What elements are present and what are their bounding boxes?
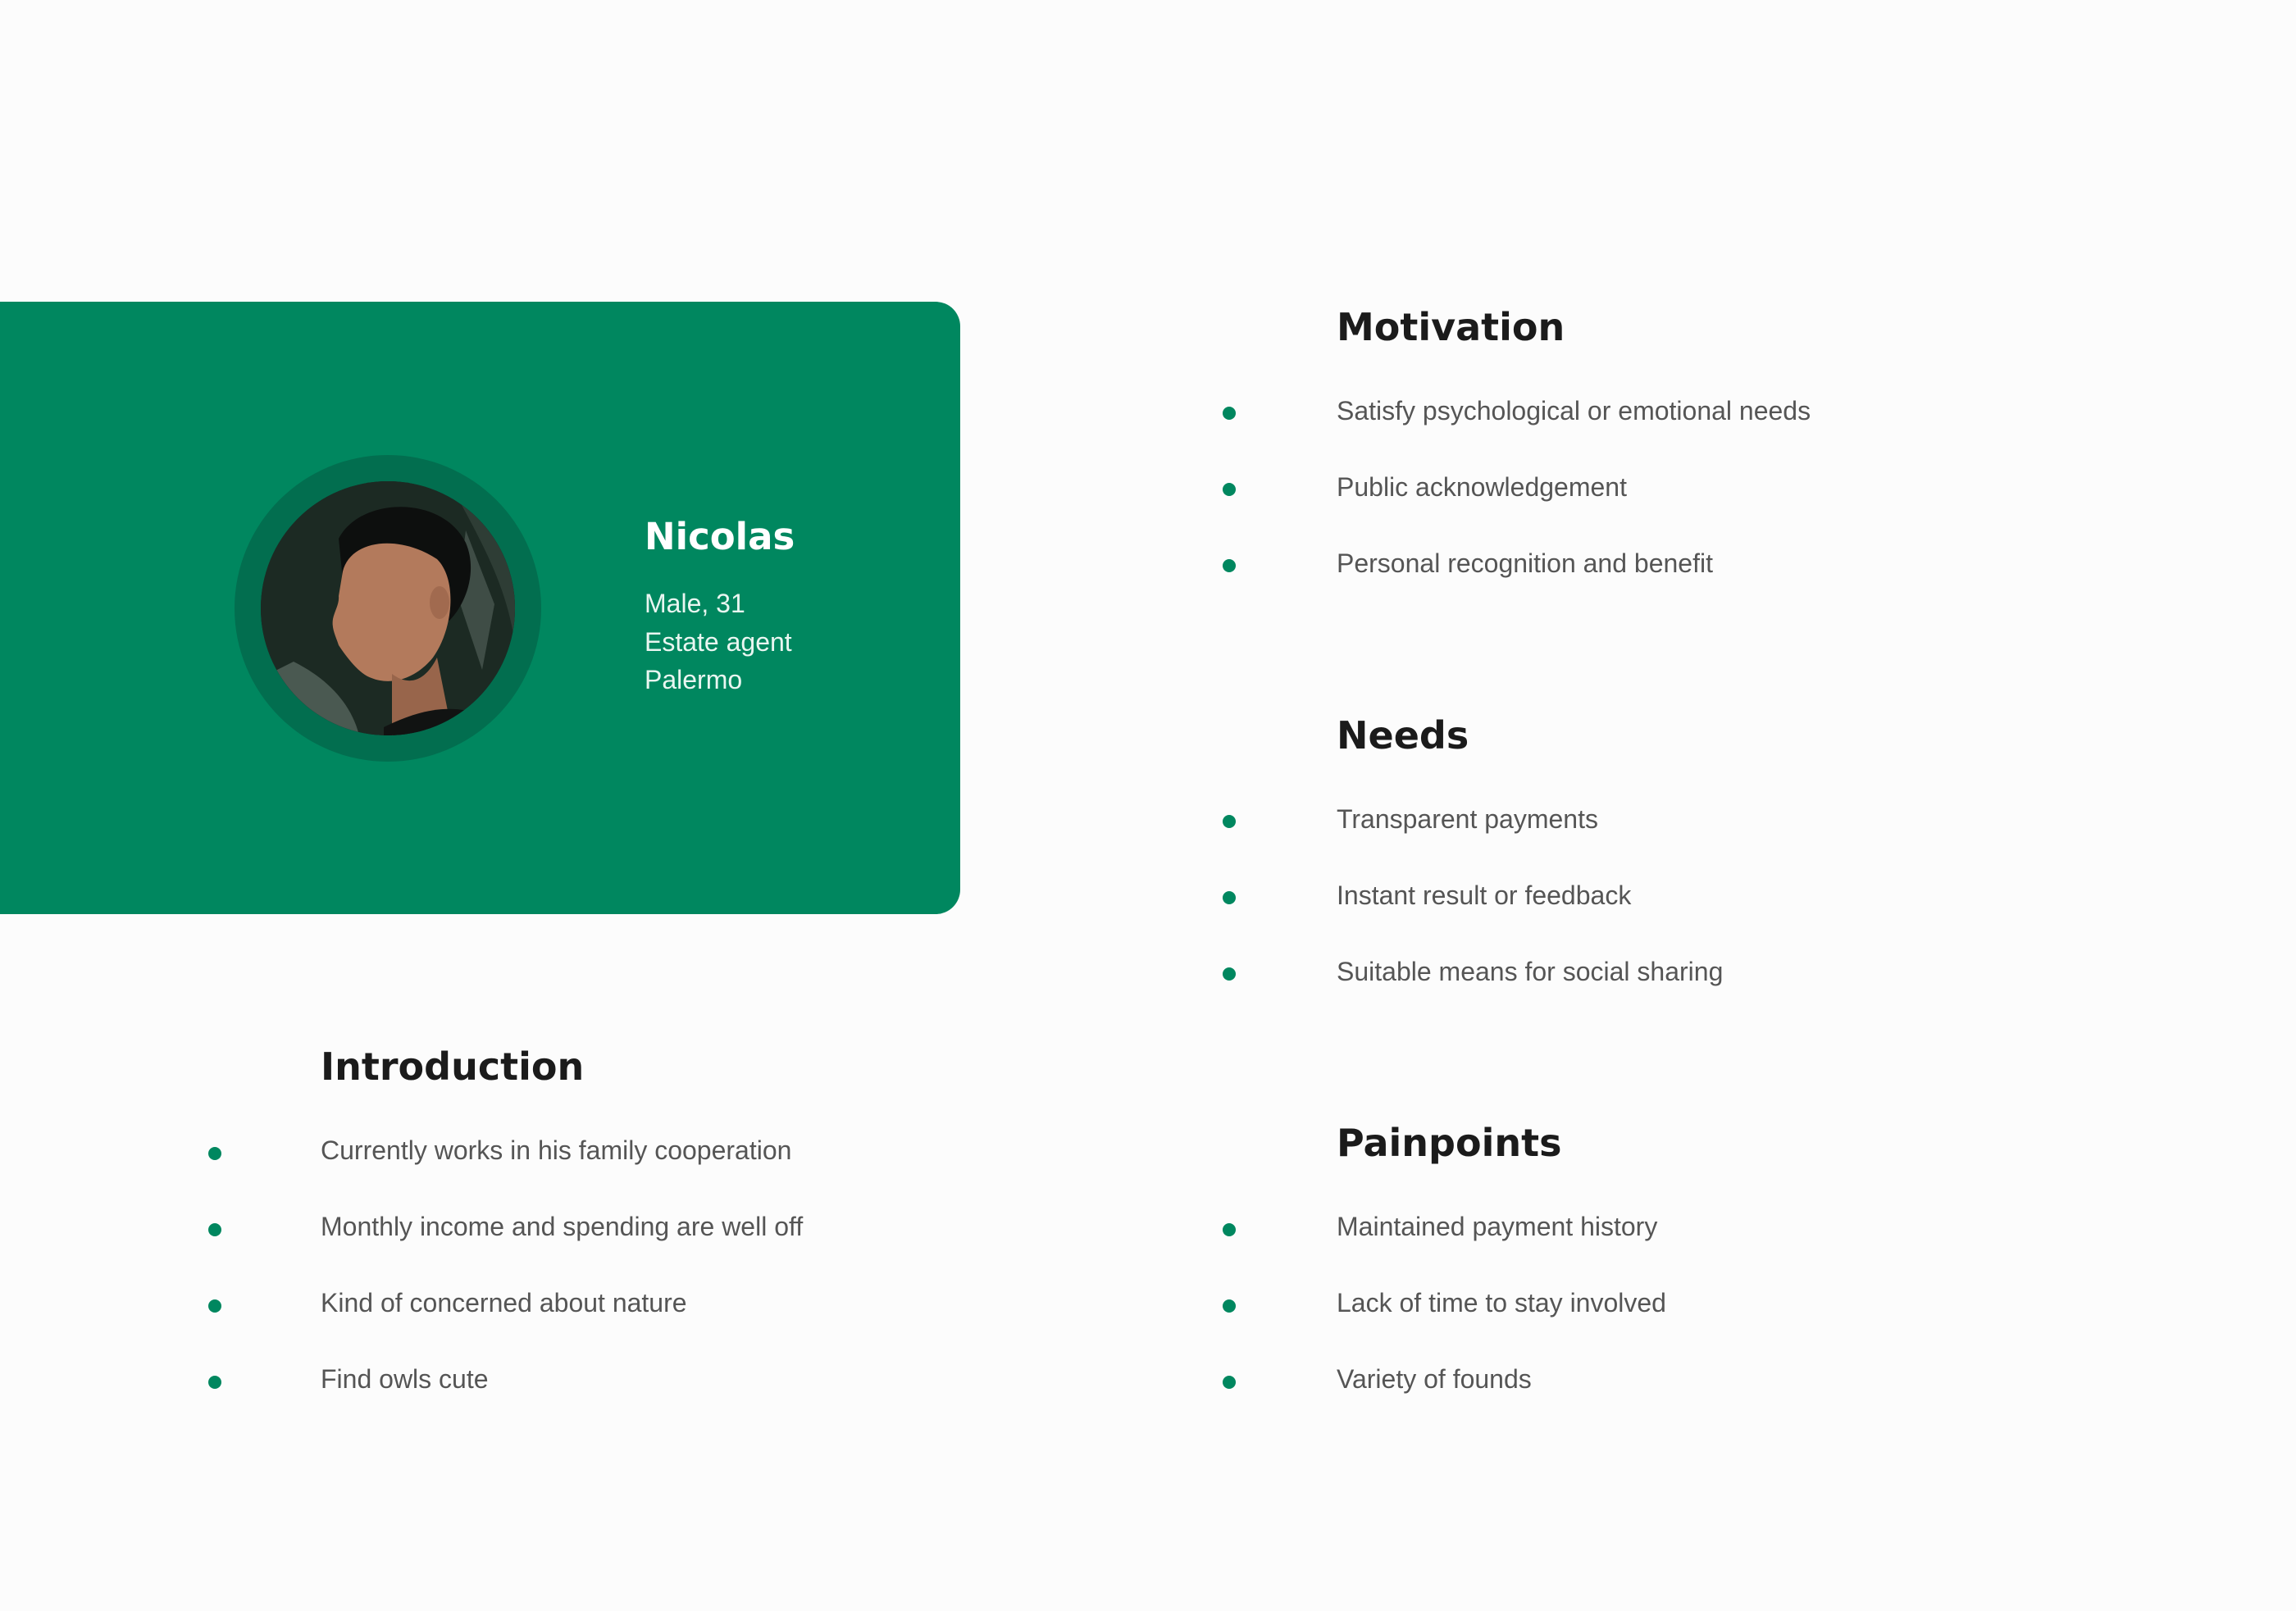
motivation-item: Personal recognition and benefit xyxy=(1337,548,1713,578)
introduction-title: Introduction xyxy=(321,1044,585,1089)
bullet-dot xyxy=(208,1147,221,1160)
introduction-item: Kind of concerned about nature xyxy=(321,1288,687,1317)
introduction-item: Currently works in his family cooperation xyxy=(321,1135,792,1165)
persona-name: Nicolas xyxy=(645,515,795,558)
painpoints-item: Maintained payment history xyxy=(1337,1212,1658,1241)
avatar xyxy=(261,481,515,735)
motivation-title: Motivation xyxy=(1337,305,1565,349)
bullet-dot xyxy=(1223,1299,1236,1313)
bullet-dot xyxy=(1223,483,1236,496)
persona-occupation: Estate agent xyxy=(645,627,792,657)
bullet-dot xyxy=(1223,815,1236,828)
persona-gender-age: Male, 31 xyxy=(645,589,745,618)
painpoints-title: Painpoints xyxy=(1337,1121,1562,1165)
introduction-item: Find owls cute xyxy=(321,1364,489,1394)
needs-title: Needs xyxy=(1337,713,1469,758)
needs-item: Instant result or feedback xyxy=(1337,881,1632,910)
needs-item: Suitable means for social sharing xyxy=(1337,957,1724,986)
painpoints-item: Variety of founds xyxy=(1337,1364,1532,1394)
persona-location: Palermo xyxy=(645,665,743,694)
bullet-dot xyxy=(1223,1223,1236,1236)
bullet-dot xyxy=(208,1299,221,1313)
motivation-item: Public acknowledgement xyxy=(1337,472,1627,502)
bullet-dot xyxy=(208,1223,221,1236)
bullet-dot xyxy=(208,1376,221,1389)
bullet-dot xyxy=(1223,407,1236,420)
introduction-item: Monthly income and spending are well off xyxy=(321,1212,804,1241)
portrait-image xyxy=(261,481,515,735)
painpoints-item: Lack of time to stay involved xyxy=(1337,1288,1666,1317)
bullet-dot xyxy=(1223,891,1236,904)
bullet-dot xyxy=(1223,559,1236,572)
needs-item: Transparent payments xyxy=(1337,804,1598,834)
bullet-dot xyxy=(1223,967,1236,981)
motivation-item: Satisfy psychological or emotional needs xyxy=(1337,396,1811,426)
bullet-dot xyxy=(1223,1376,1236,1389)
